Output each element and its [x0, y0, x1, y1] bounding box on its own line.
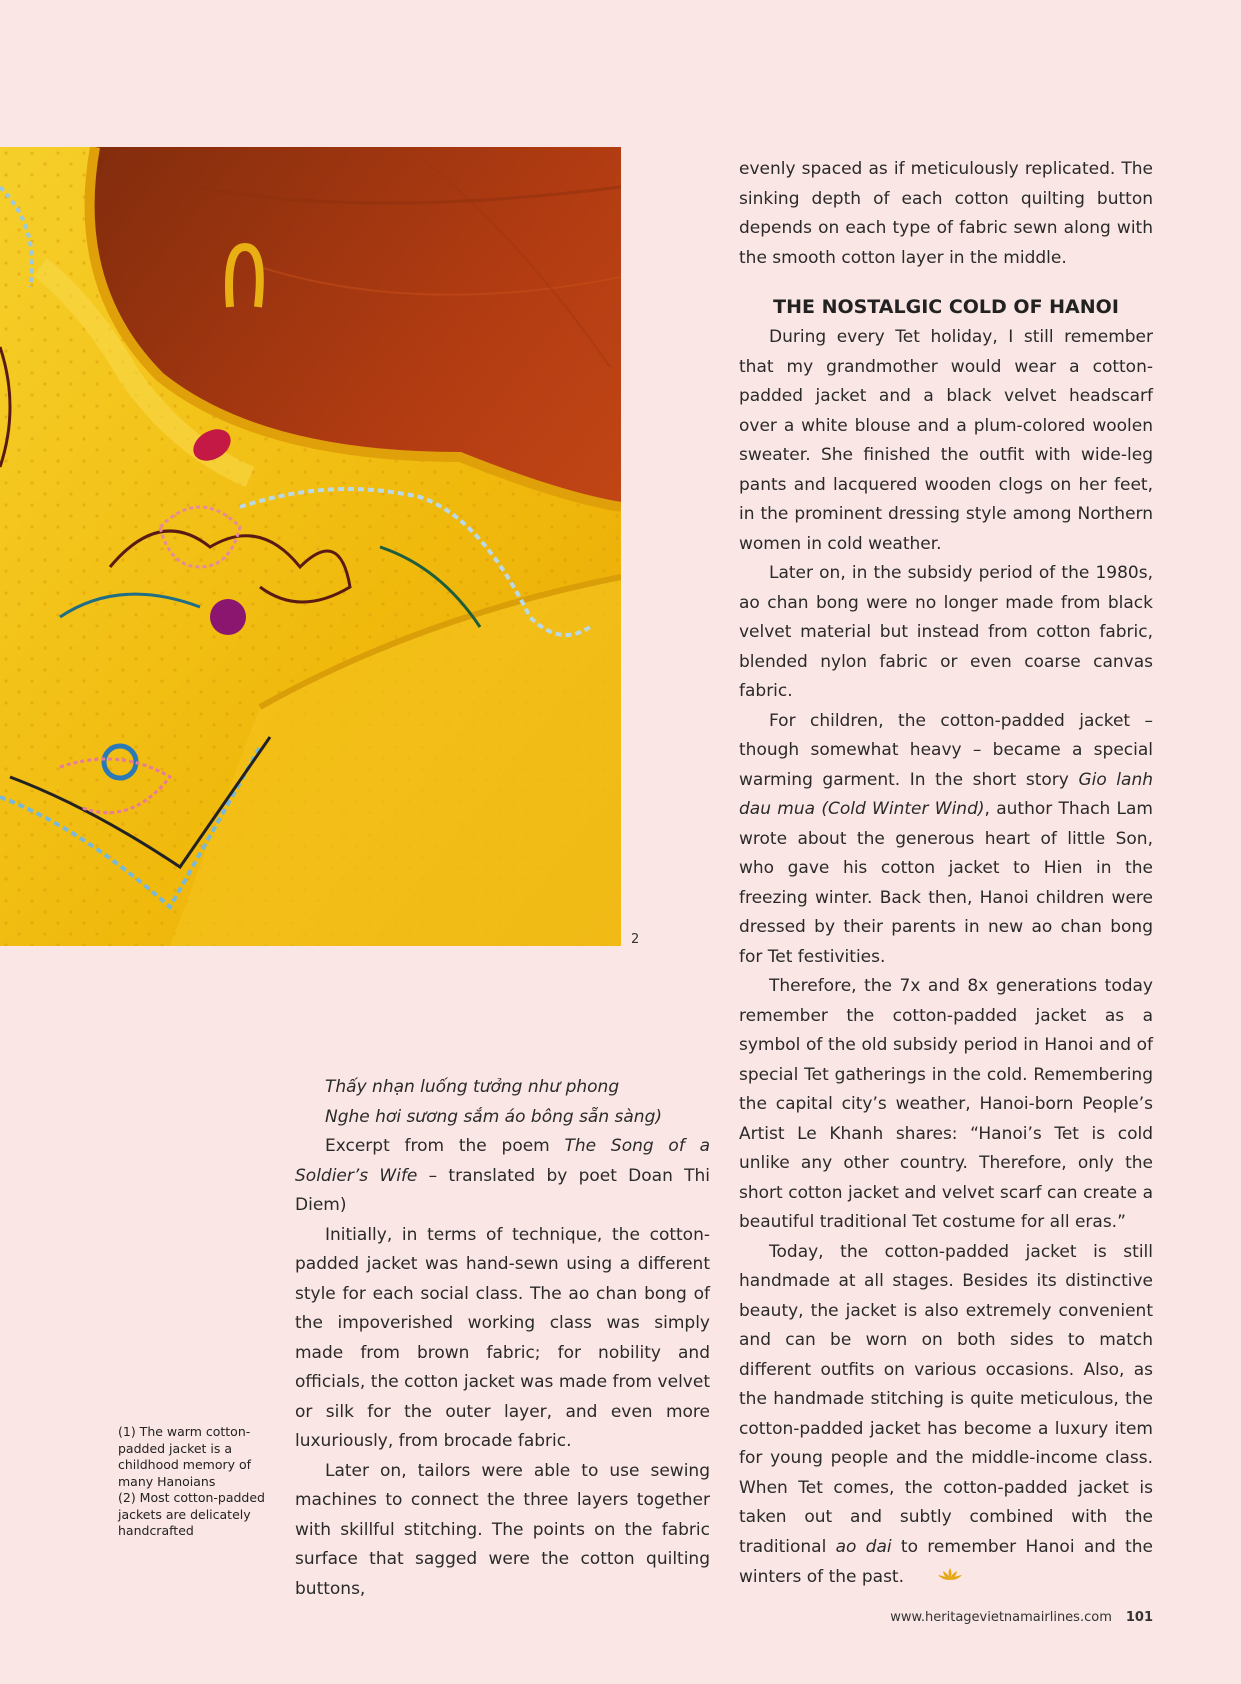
jacket-photo [0, 147, 621, 946]
paragraph-continued: evenly spaced as if meticulously replicated. The sinking depth of each cotton quilting button depends on each type of fabric sewn along with the smooth cotton layer in the middle. [739, 159, 1153, 268]
paragraph-today: Today, the cotton-padded jacket is still handmade at all stages. Besides its distinctive beauty, the jacket is also extremely convenient and can be worn on both sides to match different outfits on various occasions. Also, as the handmade stitching is quite meticulous, the cotton-padded jacket has become a luxury item for young people and the middle-income class. When Tet comes, the cotton-padded jacket is taken out and subtly combined with the traditional ao dai to remember Hanoi and the winters of the past. [739, 1238, 1153, 1593]
page-footer [890, 1610, 1153, 1625]
paragraph-grandmother: During every Tet holiday, I still remember that my grandmother would wear a cotton-padded jacket and a black velvet headscarf over a white blouse and a plum-colored woolen sweater. She finished the outfit with wide-leg pants and lacquered wooden clogs on her feet, in the prominent dressing style among Northern women in cold weather. [739, 327, 1153, 554]
poem-verse-1: Thấy nhạn luống tưởng như phong [325, 1077, 620, 1097]
page-number: 101 [1125, 1610, 1153, 1625]
poem-source: Excerpt from the poem The Song of a Soldier’s Wife – translated by poet Doan Thi Diem) [295, 1136, 711, 1215]
poem-verse-2: Nghe hơi sương sắm áo bông sẵn sàng) [325, 1106, 662, 1127]
middle-column [295, 1073, 710, 1604]
paragraph-subsidy: Later on, in the subsidy period of the 1980s, ao chan bong were no longer made from black velvet material but instead from cotton fabric, blended nylon fabric or even coarse canvas fabric. [739, 563, 1153, 701]
photo-caption [118, 1424, 268, 1540]
paragraph-technique: Initially, in terms of technique, the cotton-padded jacket was hand-sewn using a different style for each social class. The ao chan bong of the impoverished working class was simply made from brown fabric; for nobility and officials, the cotton jacket was made from velvet or silk for the outer layer, and even more luxuriously, from brocade fabric. [295, 1224, 710, 1451]
website-url[interactable]: www.heritagevietnamairlines.com [890, 1610, 1112, 1625]
paragraph-generations: Therefore, the 7x and 8x generations today remember the cotton-padded jacket as a symbol of the old subsidy period in Hanoi and of special Tet gatherings in the cold. Remembering the capital city’s weather, Hanoi-born People’s Artist Le Khanh shares: “Hanoi’s Tet is cold unlike any other country. Therefore, only the short cotton jacket and velvet scarf can create a beautiful traditional Tet costume for all eras.” [739, 976, 1153, 1232]
lotus-icon [908, 1562, 962, 1592]
caption-2: (2) Most cotton-padded jackets are delicately handcrafted [118, 1490, 265, 1538]
caption-1: (1) The warm cotton-padded jacket is a childhood memory of many Hanoians [118, 1424, 252, 1489]
section-heading: THE NOSTALGIC COLD OF HANOI [773, 296, 1119, 318]
right-column [739, 155, 1153, 1592]
paragraph-children: For children, the cotton-padded jacket – though somewhat heavy – became a special warming garment. In the short story Gio lanh dau mua (Cold Winter Wind), author Thach Lam wrote about the generous heart of little Son, who gave his cotton jacket to Hien in the freezing winter. Back then, Hanoi children were dressed by their parents in new ao chan bong for Tet festivities. [739, 710, 1153, 967]
figure-number: 2 [631, 932, 640, 947]
paragraph-sewing-machines: Later on, tailors were able to use sewing machines to connect the three layers together with skillful stitching. The points on the fabric surface that sagged were the cotton quilting buttons, [295, 1460, 710, 1599]
